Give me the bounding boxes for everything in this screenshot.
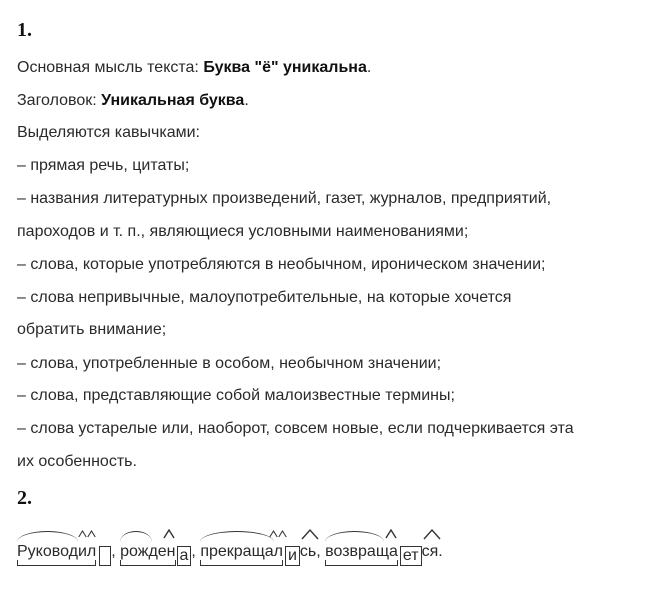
ending-box: и <box>285 546 300 566</box>
main-idea-end: . <box>366 59 372 76</box>
morpheme-word-2 <box>120 543 175 561</box>
postfix-mark <box>300 528 320 540</box>
suffix-mark <box>269 529 287 539</box>
separator-4: . <box>438 543 443 560</box>
ending-box: а <box>177 546 192 566</box>
text-line-10: – слова устарелые или, наоборот, совсем новые, если подчеркивается эта <box>17 420 574 437</box>
suffix-segment <box>78 543 96 561</box>
root-segment <box>200 543 273 561</box>
section-2-number: 2. <box>17 487 32 509</box>
postfix-mark <box>422 528 442 540</box>
main-idea-label: Основная мысль текста: <box>17 59 204 76</box>
suffix-mark <box>384 529 398 539</box>
text-line-6: – слова непривычные, малоупотребительные, на которые хочется <box>17 289 512 306</box>
root-text: прекраща <box>200 543 274 560</box>
postfix-segment <box>422 543 439 561</box>
suffix-text: ил <box>77 543 97 560</box>
root-text: Руковод <box>17 543 78 560</box>
root-arc <box>200 531 273 542</box>
root-segment <box>325 543 398 561</box>
title-line <box>17 92 249 110</box>
ending-box: ет <box>400 546 422 566</box>
separator-3: , <box>316 543 326 560</box>
separator-1: , <box>111 543 121 560</box>
main-idea-value: Буква "ё" уникальна <box>203 59 367 76</box>
zero-ending-box <box>99 546 111 566</box>
text-line-8: – слова, употребленные в особом, необычном значении; <box>17 355 442 372</box>
suffix-text: л <box>273 543 283 560</box>
morpheme-parsing-row <box>17 543 443 566</box>
section-1-number: 1. <box>17 19 32 41</box>
title-end: . <box>244 92 249 109</box>
text-line-3: – названия литературных произведений, газет, журналов, предприятий, <box>17 190 552 207</box>
postfix-text: ся <box>421 543 439 560</box>
text-line-11: их особенность. <box>17 453 137 470</box>
suffix-mark <box>162 529 176 539</box>
text-line-4: пароходов и т. п., являющиеся условными наименованиями; <box>17 223 469 240</box>
title-label: Заголовок: <box>17 92 102 109</box>
morpheme-word-3 <box>200 543 283 561</box>
root-segment <box>120 543 175 561</box>
text-line-1: Выделяются кавычками: <box>17 124 200 141</box>
title-value: Уникальная буква <box>101 92 245 109</box>
morpheme-word-1 <box>17 543 96 561</box>
text-line-2: – прямая речь, цитаты; <box>17 157 190 174</box>
root-text: возвраща <box>325 543 398 560</box>
postfix-segment <box>300 543 316 561</box>
text-line-5: – слова, которые употребляются в необычном, ироническом значении; <box>17 256 546 273</box>
text-line-9: – слова, представляющие собой малоизвестные термины; <box>17 387 455 404</box>
postfix-text: сь <box>299 543 317 560</box>
main-idea-line <box>17 59 371 77</box>
suffix-mark <box>78 529 96 539</box>
root-arc <box>120 531 151 542</box>
root-text: рожден <box>120 543 176 560</box>
separator-2: , <box>191 543 201 560</box>
root-arc <box>325 531 384 542</box>
suffix-segment <box>274 543 283 561</box>
root-arc <box>17 531 78 542</box>
morpheme-word-4 <box>325 543 398 561</box>
root-segment <box>17 543 78 561</box>
text-line-7: обратить внимание; <box>17 321 167 338</box>
